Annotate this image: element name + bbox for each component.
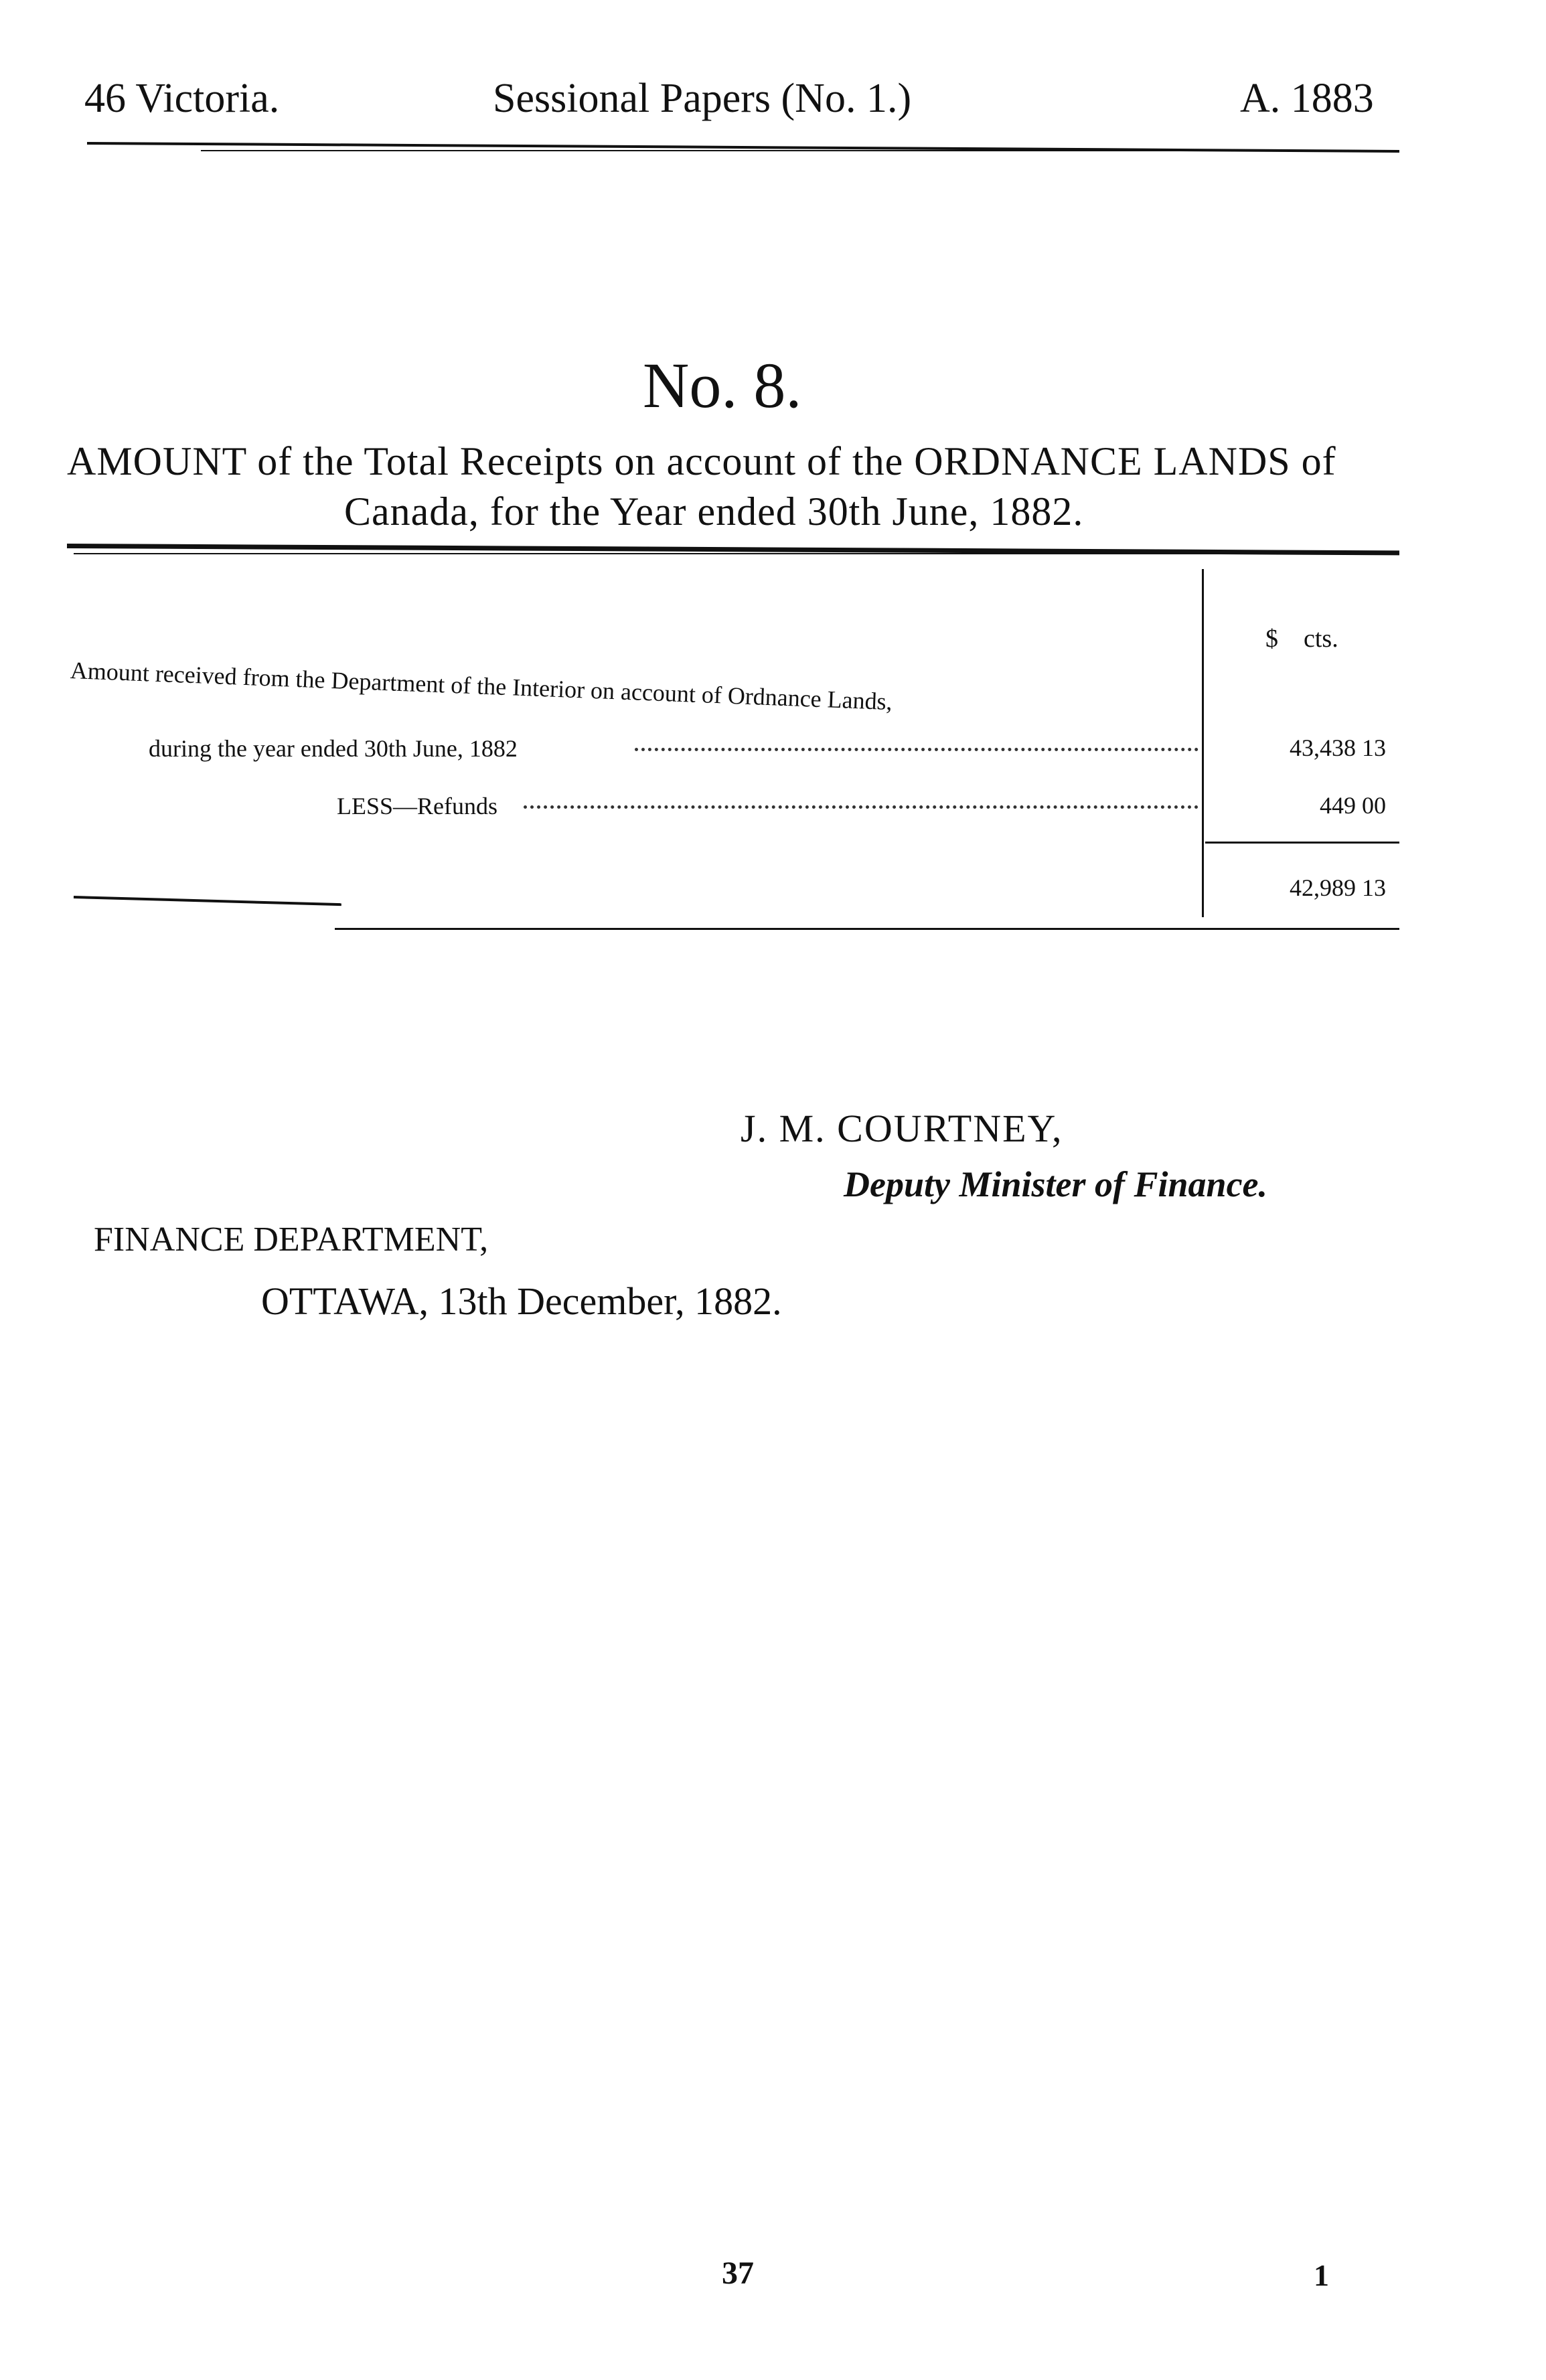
document-title: AMOUNT of the Total Receipts on account of the ORDNANCE LANDS of (67, 439, 1336, 483)
leader-dots (635, 748, 1199, 751)
header-session: 46 Victoria. (84, 76, 280, 121)
document-number: No. 8. (643, 349, 802, 421)
table-value: 449 00 (1320, 792, 1386, 819)
table-row-label: LESS—Refunds (337, 793, 498, 819)
table-row-label: Amount received from the Department of the Interior on account of Ordnance Lands, (70, 657, 893, 716)
currency-header: $ cts. (1265, 625, 1338, 653)
table-value: 43,438 13 (1290, 734, 1386, 761)
leader-dots (524, 805, 1199, 809)
table-bottom-rule (335, 928, 1399, 930)
title-rule-thin (74, 553, 1399, 554)
page-number: 37 (722, 2255, 754, 2291)
column-divider (1202, 569, 1204, 917)
signatory-title: Deputy Minister of Finance. (844, 1164, 1268, 1204)
place-date: OTTAWA, 13th December, 1882. (261, 1279, 782, 1323)
table-total: 42,989 13 (1290, 874, 1386, 901)
table-bottom-rule (74, 896, 341, 906)
signatory-name: J. M. COURTNEY, (741, 1107, 1063, 1150)
subtotal-rule (1205, 842, 1399, 844)
header-title: Sessional Papers (No. 1.) (493, 76, 912, 121)
header-rule-thin (201, 150, 1399, 151)
document-subtitle: Canada, for the Year ended 30th June, 1882. (344, 489, 1084, 534)
table-row-label: during the year ended 30th June, 1882 (149, 735, 518, 762)
signature-mark: 1 (1314, 2258, 1329, 2292)
department-name: FINANCE DEPARTMENT, (94, 1220, 489, 1259)
header-year: A. 1883 (1240, 76, 1374, 121)
